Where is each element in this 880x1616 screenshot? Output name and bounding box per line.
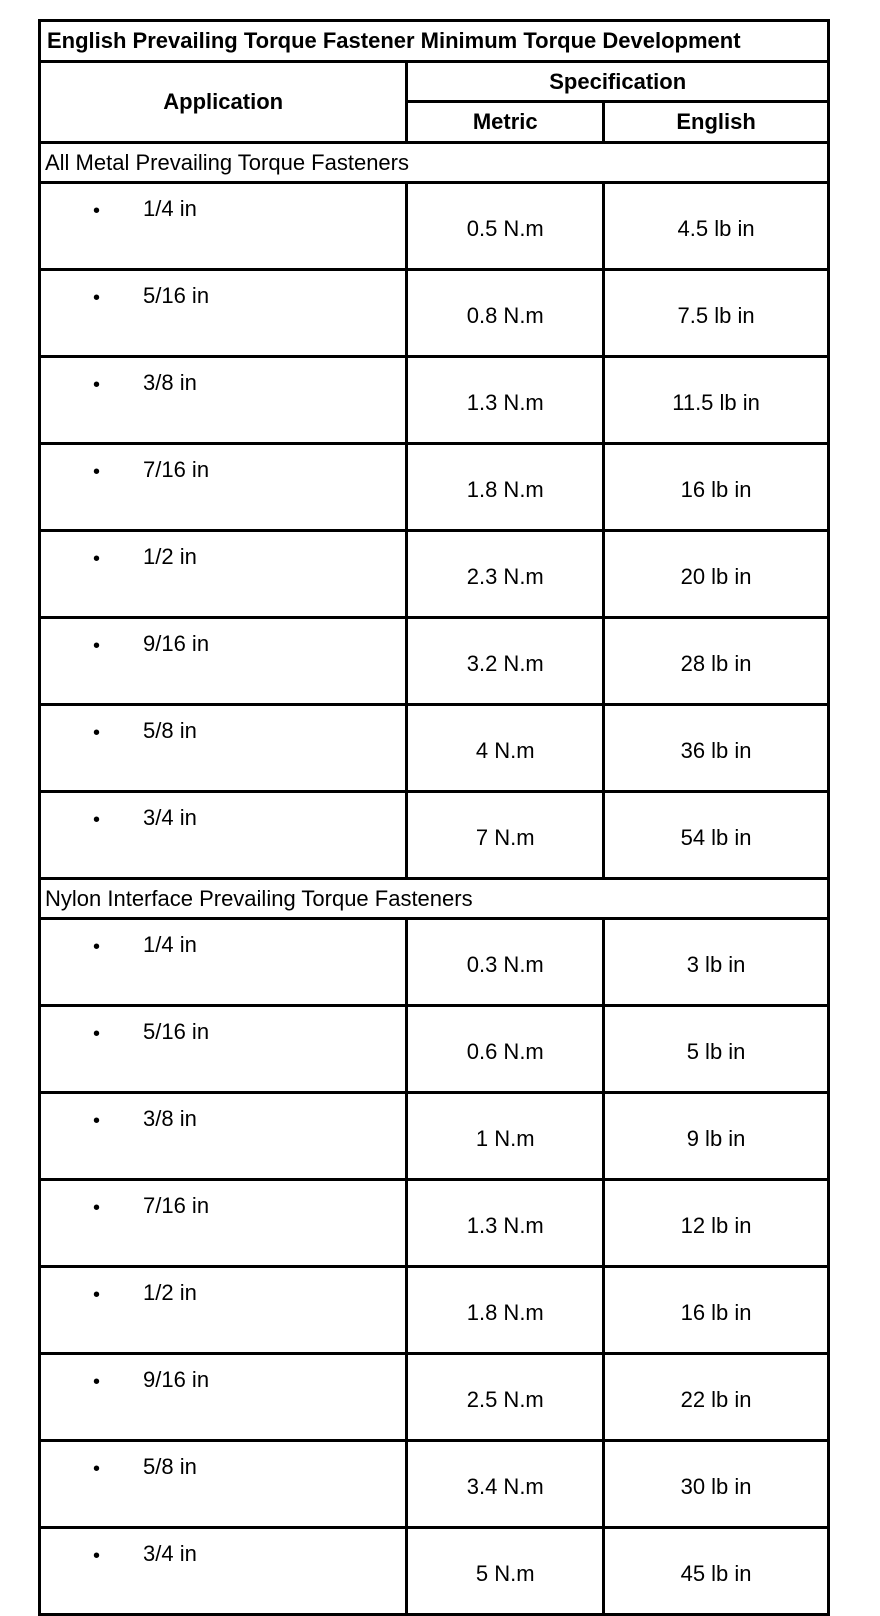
application-cell (40, 919, 407, 1006)
fastener-size: 7/16 in (143, 457, 210, 482)
metric-value: 7 N.m (407, 792, 604, 879)
english-value: 36 lb in (604, 705, 829, 792)
application-cell (40, 1441, 407, 1528)
fastener-size: 3/8 in (143, 370, 197, 395)
metric-value: 4 N.m (407, 705, 604, 792)
fastener-size: 3/4 in (143, 805, 197, 830)
table-row (40, 1441, 829, 1528)
bullet-icon: • (93, 1458, 101, 1480)
table-row (40, 183, 829, 270)
metric-value: 0.6 N.m (407, 1006, 604, 1093)
english-value: 16 lb in (604, 1267, 829, 1354)
bullet-icon: • (93, 287, 101, 309)
english-value: 28 lb in (604, 618, 829, 705)
table-row (40, 270, 829, 357)
metric-value: 1.3 N.m (407, 357, 604, 444)
metric-header: Metric (407, 102, 604, 143)
fastener-size: 1/4 in (143, 196, 197, 221)
fastener-size: 7/16 in (143, 1193, 210, 1218)
metric-value: 1.8 N.m (407, 1267, 604, 1354)
application-cell (40, 1006, 407, 1093)
table-row (40, 919, 829, 1006)
bullet-icon: • (93, 1110, 101, 1132)
bullet-icon: • (93, 635, 101, 657)
bullet-icon: • (93, 548, 101, 570)
metric-value: 0.3 N.m (407, 919, 604, 1006)
table-row (40, 792, 829, 879)
english-value: 54 lb in (604, 792, 829, 879)
metric-value: 3.4 N.m (407, 1441, 604, 1528)
fastener-size: 3/4 in (143, 1541, 197, 1566)
bullet-icon: • (93, 1023, 101, 1045)
fastener-size: 3/8 in (143, 1106, 197, 1131)
english-value: 3 lb in (604, 919, 829, 1006)
title-row (40, 21, 829, 62)
metric-value: 2.5 N.m (407, 1354, 604, 1441)
english-value: 20 lb in (604, 531, 829, 618)
metric-value: 5 N.m (407, 1528, 604, 1615)
section-label: All Metal Prevailing Torque Fasteners (40, 143, 829, 183)
english-value: 12 lb in (604, 1180, 829, 1267)
application-cell (40, 1354, 407, 1441)
section-label: Nylon Interface Prevailing Torque Fasteners (40, 879, 829, 919)
torque-spec-table (38, 19, 830, 1616)
metric-value: 0.5 N.m (407, 183, 604, 270)
section-row (40, 143, 829, 183)
fastener-size: 9/16 in (143, 1367, 210, 1392)
application-cell (40, 183, 407, 270)
english-value: 16 lb in (604, 444, 829, 531)
application-cell (40, 270, 407, 357)
bullet-icon: • (93, 809, 101, 831)
section-row (40, 879, 829, 919)
table-row (40, 1528, 829, 1615)
metric-value: 1.8 N.m (407, 444, 604, 531)
application-cell (40, 444, 407, 531)
application-cell (40, 1528, 407, 1615)
application-cell (40, 531, 407, 618)
english-header: English (604, 102, 829, 143)
table-row (40, 618, 829, 705)
bullet-icon: • (93, 1197, 101, 1219)
table-row (40, 357, 829, 444)
english-value: 11.5 lb in (604, 357, 829, 444)
fastener-size: 5/16 in (143, 283, 210, 308)
bullet-icon: • (93, 1545, 101, 1567)
bullet-icon: • (93, 722, 101, 744)
specification-header: Specification (407, 62, 829, 102)
fastener-size: 5/8 in (143, 1454, 197, 1479)
application-header: Application (40, 62, 407, 143)
table-row (40, 1006, 829, 1093)
english-value: 9 lb in (604, 1093, 829, 1180)
fastener-size: 9/16 in (143, 631, 210, 656)
table-row (40, 1093, 829, 1180)
english-value: 4.5 lb in (604, 183, 829, 270)
table-row (40, 531, 829, 618)
application-cell (40, 1093, 407, 1180)
metric-value: 3.2 N.m (407, 618, 604, 705)
header-row-1 (40, 62, 829, 102)
english-value: 7.5 lb in (604, 270, 829, 357)
table-row (40, 705, 829, 792)
application-cell (40, 705, 407, 792)
table-row (40, 1354, 829, 1441)
bullet-icon: • (93, 461, 101, 483)
english-value: 5 lb in (604, 1006, 829, 1093)
application-cell (40, 357, 407, 444)
metric-value: 2.3 N.m (407, 531, 604, 618)
table-row (40, 444, 829, 531)
table-row (40, 1180, 829, 1267)
bullet-icon: • (93, 1371, 101, 1393)
table-title: English Prevailing Torque Fastener Minimum Torque Development (40, 21, 829, 62)
english-value: 22 lb in (604, 1354, 829, 1441)
bullet-icon: • (93, 374, 101, 396)
application-cell (40, 1267, 407, 1354)
metric-value: 0.8 N.m (407, 270, 604, 357)
fastener-size: 1/4 in (143, 932, 197, 957)
application-cell (40, 1180, 407, 1267)
fastener-size: 5/8 in (143, 718, 197, 743)
fastener-size: 1/2 in (143, 1280, 197, 1305)
application-cell (40, 618, 407, 705)
table-row (40, 1267, 829, 1354)
fastener-size: 5/16 in (143, 1019, 210, 1044)
english-value: 30 lb in (604, 1441, 829, 1528)
english-value: 45 lb in (604, 1528, 829, 1615)
metric-value: 1 N.m (407, 1093, 604, 1180)
fastener-size: 1/2 in (143, 544, 197, 569)
application-cell (40, 792, 407, 879)
bullet-icon: • (93, 200, 101, 222)
bullet-icon: • (93, 1284, 101, 1306)
bullet-icon: • (93, 936, 101, 958)
metric-value: 1.3 N.m (407, 1180, 604, 1267)
